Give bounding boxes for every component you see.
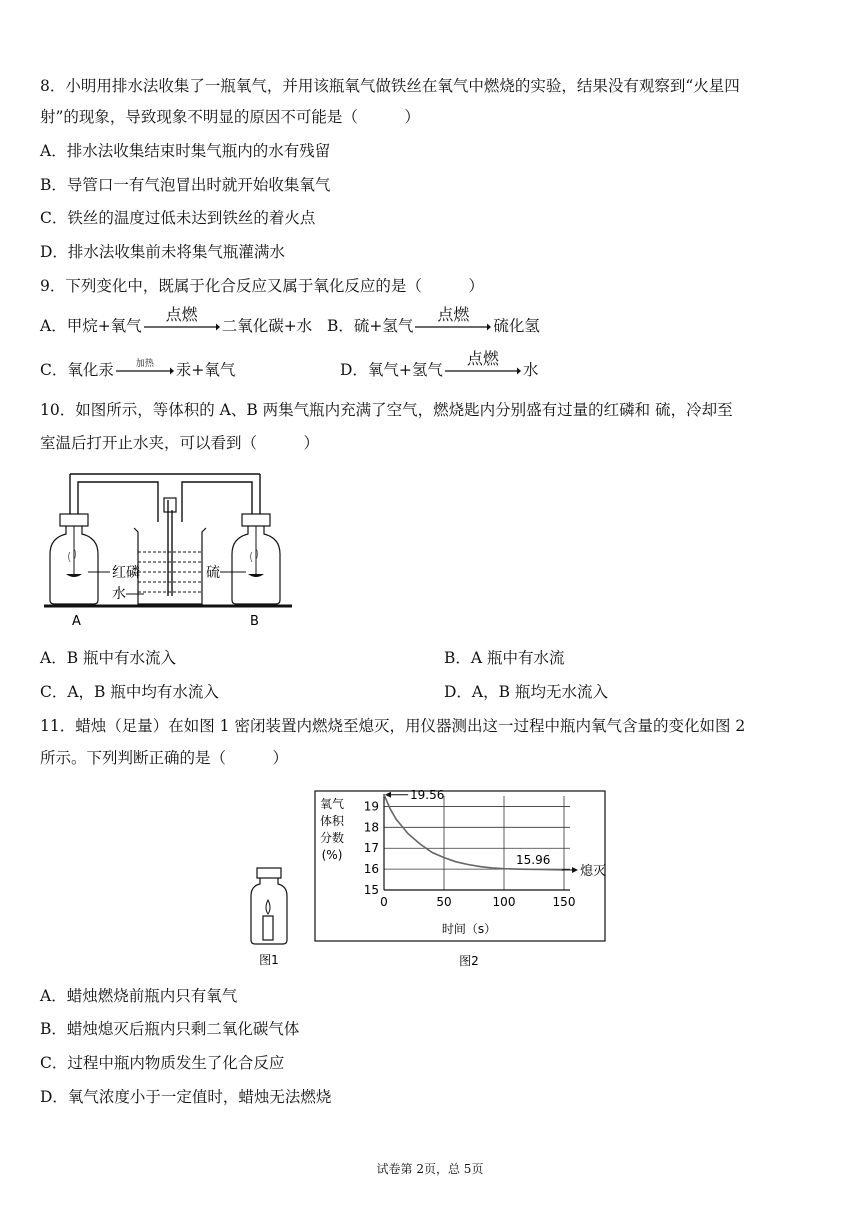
q10-option-c: C．A，B 瓶中均有水流入 — [40, 683, 219, 701]
q8-option-c: C．铁丝的温度过低未达到铁丝的着火点 — [40, 209, 316, 227]
q11-option-b: B．蜡烛熄灭后瓶内只剩二氧化碳气体 — [40, 1020, 300, 1038]
q9-option-a-condition: 点燃 — [165, 305, 198, 324]
clamp-icon — [164, 498, 176, 512]
q10-stem-line2: 室温后打开止水夹，可以看到（ ） — [40, 434, 320, 452]
annotation-19-56: 19.56 — [410, 790, 445, 802]
ytick-label: 17 — [363, 841, 379, 856]
q10-option-a: A．B 瓶中有水流入 — [40, 649, 177, 667]
label-red-phosphorus: 红磷 — [112, 565, 140, 581]
q9-stem: 9．下列变化中，既属于化合反应又属于氧化反应的是（ ） — [40, 277, 484, 295]
xtick-label: 0 — [380, 895, 388, 909]
q10-option-d: D．A，B 瓶均无水流入 — [444, 683, 608, 701]
q9-option-b-arrow — [415, 305, 491, 331]
q10-stem-line1: 10．如图所示，等体积的 A、B 两集气瓶内充满了空气，燃烧匙内分别盛有过量的红磷和 硫，冷却至 — [40, 401, 733, 419]
q9-option-c — [40, 360, 235, 380]
page-footer: 试卷第 2页，总 5页 — [376, 1162, 484, 1176]
q11-option-a: A．蜡烛燃烧前瓶内只有氧气 — [40, 987, 238, 1005]
xtick-label: 150 — [552, 895, 576, 909]
q11-stem-line1: 11．蜡烛（足量）在如图 1 密闭装置内燃烧至熄灭，用仪器测出这一过程中瓶内氧气含量的变化如图 2 — [40, 717, 746, 735]
label-sulfur: 硫 — [206, 565, 220, 581]
chart-frame — [315, 791, 605, 941]
q8-stem-line1: 8．小明用排水法收集了一瓶氧气，并用该瓶氧气做铁丝在氧气中燃烧的实验，结果没有观察到“火星四 — [40, 77, 740, 95]
q9-option-d-arrow — [445, 349, 521, 375]
label-water: 水 — [112, 586, 126, 602]
ylabel-line: (%) — [321, 848, 343, 862]
q9-option-c-label: C．氧化汞 — [40, 361, 114, 379]
ylabel-line: 氧气 — [319, 797, 345, 811]
ytick-label: 16 — [363, 862, 379, 877]
q11-option-d: D．氧气浓度小于一定值时，蜡烛无法燃烧 — [40, 1088, 332, 1106]
q9-option-c-arrow — [116, 359, 174, 375]
q9-option-d-condition: 点燃 — [466, 349, 499, 368]
q8-option-b: B．导管口一有气泡冒出时就开始收集氧气 — [40, 176, 331, 194]
ytick-label: 19 — [363, 799, 379, 814]
ytick-label: 15 — [363, 883, 379, 897]
label-bottle-b: B — [250, 614, 259, 629]
chart-xlabel: 时间（s） — [441, 922, 497, 936]
q9-option-a-label: A．甲烷+氧气 — [40, 317, 142, 335]
xtick-label: 50 — [436, 895, 452, 909]
q8-option-a: A．排水法收集结束时集气瓶内的水有残留 — [40, 142, 331, 160]
q10-option-b: B．A 瓶中有水流 — [444, 649, 565, 667]
ylabel-line: 体积 — [319, 814, 345, 828]
xtick-label: 100 — [492, 895, 516, 909]
candle-icon — [263, 916, 273, 940]
bottle-a — [50, 514, 98, 604]
q9-option-b-product: 硫化氢 — [493, 317, 540, 335]
q9-row-ab — [40, 305, 540, 336]
q8-stem-line2: 射”的现象，导致现象不明显的原因不可能是（ ） — [40, 108, 420, 126]
q9-option-d-label: D．氧气+氢气 — [340, 361, 443, 379]
q9-option-a-product: 二氧化碳+水 — [221, 317, 313, 335]
q11-figure1-candle-jar — [245, 866, 295, 970]
fig1-caption: 图1 — [259, 953, 279, 967]
beaker — [134, 500, 206, 604]
q9-option-b-label: B．硫+氢气 — [326, 317, 414, 335]
q11-option-c: C．过程中瓶内物质发生了化合反应 — [40, 1054, 285, 1072]
q9-option-c-product: 汞+氧气 — [175, 361, 236, 379]
q9-option-d — [340, 349, 539, 380]
annotation-15-96: 15.96 — [516, 852, 551, 867]
q9-option-c-condition: 加热 — [135, 359, 154, 369]
q9-option-a-arrow — [144, 305, 220, 331]
q10-apparatus-figure — [40, 470, 300, 630]
q9-option-b-condition: 点燃 — [437, 305, 470, 324]
label-bottle-a: A — [72, 614, 81, 629]
bottle-b — [232, 514, 280, 604]
q11-stem-line2: 所示。下列判断正确的是（ ） — [40, 749, 289, 767]
q8-option-d: D．排水法收集前未将集气瓶灌满水 — [40, 243, 285, 261]
annotation-extinguish: 熄灭 — [580, 863, 606, 879]
ylabel-line: 分数 — [319, 831, 345, 845]
q9-option-d-product: 水 — [522, 361, 539, 379]
flame-icon — [266, 900, 270, 914]
q11-figure2-chart — [314, 790, 606, 970]
ytick-label: 18 — [363, 820, 379, 835]
fig2-caption: 图2 — [459, 954, 479, 968]
